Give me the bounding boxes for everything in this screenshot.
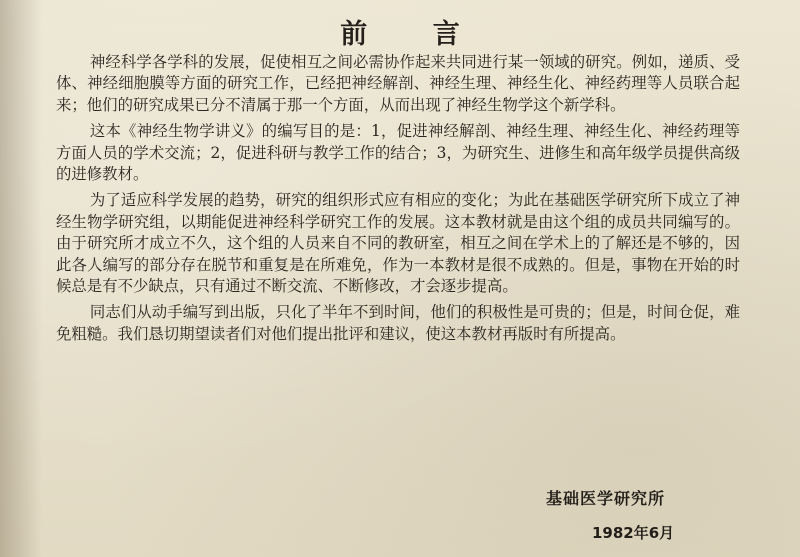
paragraph-4: 同志们从动手编写到出版，只化了半年不到时间，他们的积极性是可贵的；但是，时间仓促，难免粗糙。我们恳切期望读者们对他们提出批评和建议，使这本教材再版时有所提高。 — [56, 303, 740, 343]
paragraph-3: 为了适应科学发展的趋势，研究的组织形式应有相应的变化；为此在基础医学研究所下成立了神经生物学研究组，以期能促进神经科学研究工作的发展。这本教材就是由这个组的成员共同编写的。由于研究所才成立不久，这个组的人员来自不同的教研室，相互之间在学术上的了解还是不够的，因此各人编写的部分存在脱节和重复是在所难免，作为一本教材是很不成熟的。但是，事物在开始的时候总是有不少缺点，只有通过不断交流、不断修改，才会逐步提高。 — [56, 191, 740, 296]
paragraph-2: 这本《神经生物学讲义》的编写目的是：1，促进神经解剖、神经生理、神经生化、神经药理等方面人员的学术交流；2，促进科研与教学工作的结合；3，为研究生、进修生和高年级学员提供高级的进修教材。 — [56, 122, 740, 184]
paragraph-1: 神经科学各学科的发展，促使相互之间必需协作起来共同进行某一领域的研究。例如，递质、受体、神经细胞膜等方面的研究工作，已经把神经解剖、神经生理、神经生化、神经药理等人员联合起来；他们的研究成果已分不清属于那一个方面，从而出现了神经生物学这个新学科。 — [56, 53, 740, 114]
preface-body — [56, 52, 740, 350]
page-binding-shadow — [0, 0, 42, 557]
publication-date: 1982年6月 — [592, 524, 675, 542]
author-signature: 基础医学研究所 — [546, 489, 666, 508]
page-title: 前 言 — [340, 19, 488, 50]
